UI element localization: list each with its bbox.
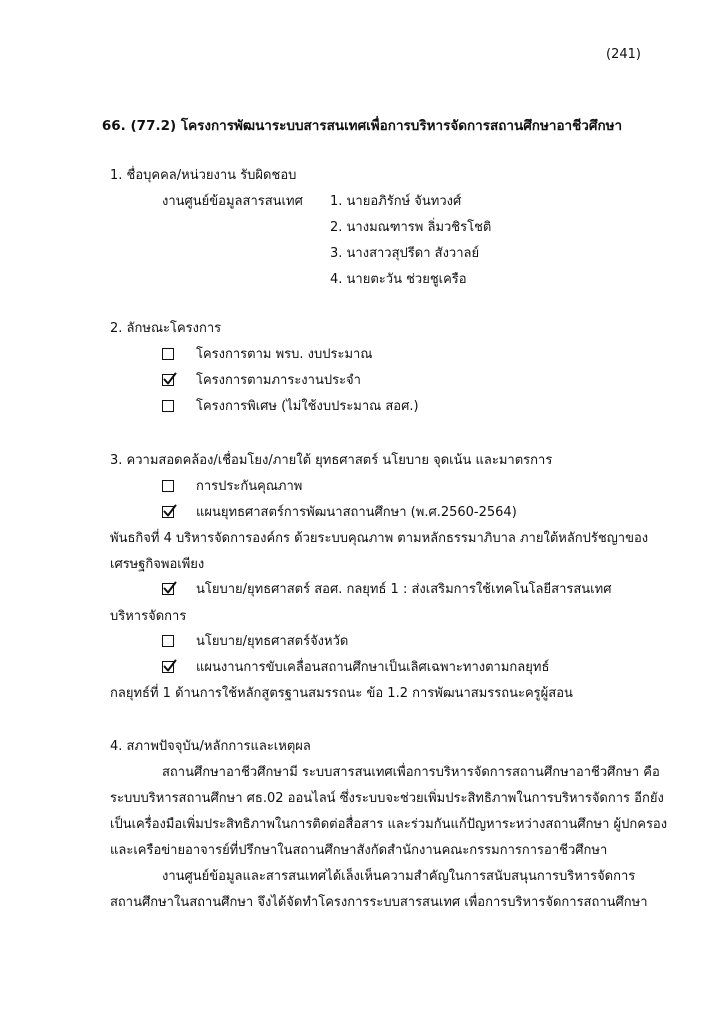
item-continuation: บริหารจัดการ bbox=[110, 609, 187, 624]
checkbox-label: นโยบาย/ยุทธศาสตร์ สอศ. กลยุทธ์ 1 : ส่งเสริมการใช้เทคโนโลยีสารสนเทศ bbox=[196, 582, 612, 597]
checkbox-checked bbox=[162, 506, 174, 518]
checkbox-unchecked bbox=[162, 348, 174, 360]
checkbox-checked bbox=[162, 374, 174, 386]
checkbox-label: โครงการพิเศษ (ไม่ใช้งบประมาณ สอศ.) bbox=[196, 399, 419, 414]
checkbox-label: โครงการตามภาระงานประจำ bbox=[196, 373, 361, 388]
checkbox-label: แผนยุทธศาสตร์การพัฒนาสถานศึกษา (พ.ศ.2560-2564) bbox=[196, 505, 517, 520]
check-mark-icon bbox=[162, 581, 177, 596]
check-mark-icon bbox=[162, 504, 177, 519]
check-mark-icon bbox=[162, 372, 177, 387]
checkbox-unchecked bbox=[162, 400, 174, 412]
responsible-unit: งานศูนย์ข้อมูลสารสนเทศ bbox=[162, 194, 303, 209]
checkbox-unchecked bbox=[162, 480, 174, 492]
checkbox-unchecked bbox=[162, 635, 174, 647]
project-title: 66. (77.2) โครงการพัฒนาระบบสารสนเทศเพื่อการบริหารจัดการสถานศึกษาอาชีวศึกษา bbox=[101, 118, 623, 134]
checkbox-checked bbox=[162, 661, 174, 673]
checkbox-label: โครงการตาม พรบ. งบประมาณ bbox=[196, 347, 373, 362]
checkbox-label: นโยบาย/ยุทธศาสตร์จังหวัด bbox=[196, 634, 349, 649]
section3-heading: 3. ความสอดคล้อง/เชื่อมโยง/ภายใต้ ยุทธศาสตร์ นโยบาย จุดเน้น และมาตรการ bbox=[110, 453, 553, 468]
checkbox-label: แผนงานการขับเคลื่อนสถานศึกษาเป็นเลิศเฉพาะทางตามกลยุทธ์ bbox=[196, 660, 550, 675]
item-continuation: เศรษฐกิจพอเพียง bbox=[110, 557, 205, 572]
paragraph-line: และเครือข่ายอาจารย์ที่ปรึกษาในสถานศึกษาสังกัดสำนักงานคณะกรรมการการอาชีวศึกษา bbox=[110, 843, 608, 858]
section1-heading: 1. ชื่อบุคคล/หน่วยงาน รับผิดชอบ bbox=[110, 168, 297, 183]
responsible-person: 1. นายอภิรักษ์ จันทวงศ์ bbox=[330, 194, 462, 209]
paragraph-line: สถานศึกษาในสถานศึกษา จึงได้จัดทำโครงการระบบสารสนเทศ เพื่อการบริหารจัดการสถานศึกษา bbox=[110, 895, 648, 910]
paragraph-line: เป็นเครื่องมือเพิ่มประสิทธิภาพในการติดต่อสื่อสาร และร่วมกันแก้ปัญหาระหว่างสถานศึกษา ผู้ปกครอง bbox=[110, 817, 668, 832]
checkbox-checked bbox=[162, 583, 174, 595]
section4-heading: 4. สภาพปัจจุบัน/หลักการและเหตุผล bbox=[110, 739, 311, 754]
paragraph-line: งานศูนย์ข้อมูลและสารสนเทศได้เล็งเห็นความสำคัญในการสนับสนุนการบริหารจัดการ bbox=[162, 869, 636, 884]
item-continuation: กลยุทธ์ที่ 1 ด้านการใช้หลักสูตรฐานสมรรถนะ ข้อ 1.2 การพัฒนาสมรรถนะครูผู้สอน bbox=[110, 686, 573, 701]
checkbox-label: การประกันคุณภาพ bbox=[196, 479, 303, 494]
item-continuation: พันธกิจที่ 4 บริหารจัดการองค์กร ด้วยระบบคุณภาพ ตามหลักธรรมาภิบาล ภายใต้หลักปรัชญาของ bbox=[110, 531, 649, 546]
responsible-person: 2. นางมณฑารพ ลิ่มวชิรโชติ bbox=[330, 220, 492, 235]
page-number: (241) bbox=[606, 47, 641, 62]
paragraph-line: สถานศึกษาอาชีวศึกษามี ระบบสารสนเทศเพื่อการบริหารจัดการสถานศึกษาอาชีวศึกษา คือ bbox=[162, 765, 660, 780]
check-mark-icon bbox=[162, 659, 177, 674]
responsible-person: 3. นางสาวสุปรีดา สังวาลย์ bbox=[330, 246, 480, 261]
responsible-person: 4. นายตะวัน ช่วยชูเครือ bbox=[330, 272, 467, 287]
section2-heading: 2. ลักษณะโครงการ bbox=[110, 321, 222, 336]
paragraph-line: ระบบบริหารสถานศึกษา ศธ.02 ออนไลน์ ซึ่งระบบจะช่วยเพิ่มประสิทธิภาพในการบริหารจัดการ อีกยัง bbox=[110, 791, 664, 806]
